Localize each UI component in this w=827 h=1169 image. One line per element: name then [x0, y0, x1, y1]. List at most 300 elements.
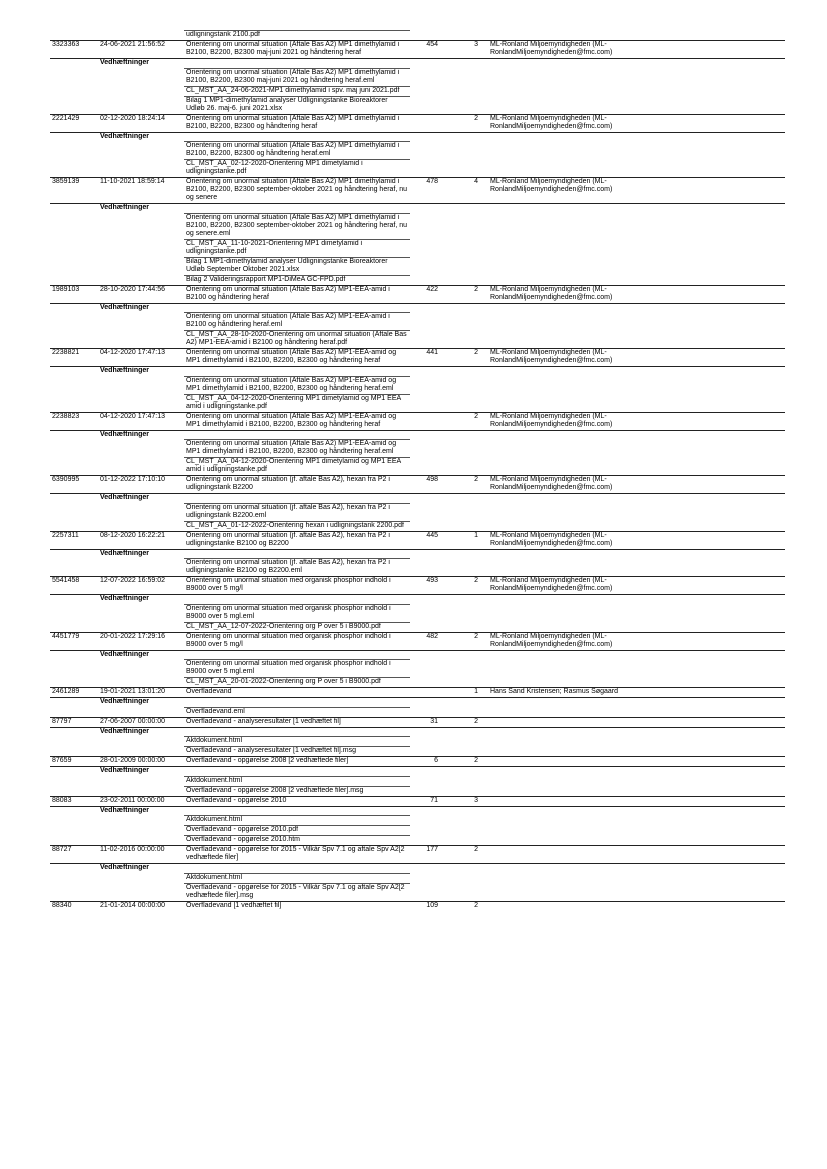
- empty-cell: [648, 776, 785, 786]
- attachment-row: [50, 376, 785, 394]
- empty-cell: [444, 204, 488, 214]
- record-count: 2: [444, 901, 488, 911]
- empty-cell: [488, 239, 648, 257]
- attachment-row: [50, 883, 785, 901]
- empty-cell: [648, 275, 785, 285]
- empty-cell: [184, 650, 410, 660]
- attachments-header-row: [50, 698, 785, 708]
- empty-cell: [488, 604, 648, 622]
- empty-cell: [98, 660, 184, 678]
- attachment-filename[interactable]: Overfladevand - opgørelse 2010.htm: [184, 836, 410, 846]
- empty-cell: [410, 707, 444, 717]
- empty-cell: [648, 31, 785, 41]
- record-title: Orientering om unormal situation (jf. aftale Bas A2), hexan fra P2 i udligningstank B2200: [184, 476, 410, 494]
- empty-cell: [488, 31, 648, 41]
- empty-cell: [410, 394, 444, 412]
- attachment-filename[interactable]: Orientering om unormal situation med organisk phosphor indhold i B9000 over 5 mgl.eml: [184, 604, 410, 622]
- record-number: 422: [410, 285, 444, 303]
- record-id: 2238821: [50, 349, 98, 367]
- empty-cell: [444, 595, 488, 605]
- record-date: 04-12-2020 17:47:13: [98, 412, 184, 430]
- attachment-row: [50, 503, 785, 521]
- record-number: 498: [410, 476, 444, 494]
- empty-cell: [50, 816, 98, 826]
- empty-cell: [648, 836, 785, 846]
- attachment-filename[interactable]: Orientering om unormal situation (Aftale Bas A2) MP1-EEA-amid i B2100 og håndtering heraf.eml: [184, 313, 410, 331]
- empty-cell: [648, 430, 785, 440]
- attachment-filename[interactable]: Orientering om unormal situation (Aftale Bas A2) MP1 dimethylamid i B2100, B2200, B2300 maj-juni 2021 og håndtering heraf.eml: [184, 68, 410, 86]
- empty-cell: [50, 213, 98, 239]
- record-count: 2: [444, 846, 488, 864]
- attachments-label: Vedhæftninger: [98, 698, 184, 708]
- empty-cell: [410, 204, 444, 214]
- record-row: [50, 114, 785, 132]
- empty-cell: [648, 59, 785, 69]
- empty-cell: [184, 494, 410, 504]
- record-count: 2: [444, 577, 488, 595]
- empty-cell: [444, 864, 488, 874]
- attachment-filename[interactable]: Aktdokument.html: [184, 816, 410, 826]
- empty-cell: [50, 303, 98, 313]
- empty-cell: [184, 698, 410, 708]
- empty-cell: [410, 622, 444, 632]
- record-contact: ML-Ronland Miljoemyndigheden (ML-RonlandMiljoemyndigheden@fmc.com): [488, 41, 648, 59]
- attachment-filename[interactable]: Bilag 1 MP1-dimethylamid analyser Udligningstanke Bioreaktorer Udløb 26. maj-6. juni 2021.xlsx: [184, 96, 410, 114]
- empty-cell: [648, 367, 785, 377]
- empty-cell: [488, 96, 648, 114]
- attachment-filename[interactable]: CL_MST_AA_04-12-2020-Orientering MP1 dimetylamid og MP1 EEA amid i udligningstanke.pdf: [184, 458, 410, 476]
- empty-cell: [444, 559, 488, 577]
- record-row: [50, 577, 785, 595]
- empty-cell: [184, 430, 410, 440]
- attachment-filename[interactable]: CL_MST_AA_12-07-2022-Orientering org P over 5 i B9000.pdf: [184, 622, 410, 632]
- attachment-row: [50, 86, 785, 96]
- attachment-row: [50, 747, 785, 757]
- empty-cell: [98, 331, 184, 349]
- attachment-row: [50, 707, 785, 717]
- empty-cell: [488, 213, 648, 239]
- attachment-row: [50, 559, 785, 577]
- record-id: 87659: [50, 757, 98, 767]
- record-id: 2238823: [50, 412, 98, 430]
- empty-cell: [410, 275, 444, 285]
- empty-cell: [488, 864, 648, 874]
- empty-cell: [488, 836, 648, 846]
- empty-cell: [50, 836, 98, 846]
- empty-cell: [50, 650, 98, 660]
- empty-cell: [444, 376, 488, 394]
- empty-cell: [98, 604, 184, 622]
- empty-cell: [50, 707, 98, 717]
- empty-cell: [488, 142, 648, 160]
- empty-cell: [488, 367, 648, 377]
- record-count: 2: [444, 349, 488, 367]
- record-date: 12-07-2022 16:59:02: [98, 577, 184, 595]
- journal-document: [50, 30, 785, 911]
- attachment-filename[interactable]: CL_MST_AA_02-12-2020-Orientering MP1 dimetylamid i udligningstanke.pdf: [184, 160, 410, 178]
- record-contact: ML-Ronland Miljoemyndigheden (ML-RonlandMiljoemyndigheden@fmc.com): [488, 476, 648, 494]
- empty-cell: [98, 160, 184, 178]
- attachment-filename[interactable]: Aktdokument.html: [184, 737, 410, 747]
- attachment-filename[interactable]: Overfladevand.eml: [184, 707, 410, 717]
- empty-cell: [444, 394, 488, 412]
- empty-cell: [648, 660, 785, 678]
- empty-cell: [444, 521, 488, 531]
- empty-cell: [488, 873, 648, 883]
- empty-cell: [488, 303, 648, 313]
- empty-cell: [648, 707, 785, 717]
- empty-cell: [648, 559, 785, 577]
- empty-cell: [410, 559, 444, 577]
- empty-cell: [410, 331, 444, 349]
- empty-cell: [98, 313, 184, 331]
- empty-cell: [444, 873, 488, 883]
- attachment-row: [50, 257, 785, 275]
- empty-cell: [50, 873, 98, 883]
- empty-cell: [50, 727, 98, 737]
- attachment-row: [50, 440, 785, 458]
- attachments-label: Vedhæftninger: [98, 595, 184, 605]
- empty-cell: [444, 31, 488, 41]
- record-date: 28-10-2020 17:44:56: [98, 285, 184, 303]
- attachment-row: [50, 239, 785, 257]
- empty-cell: [98, 737, 184, 747]
- empty-cell: [50, 204, 98, 214]
- empty-cell: [444, 331, 488, 349]
- attachments-label: Vedhæftninger: [98, 430, 184, 440]
- attachment-filename[interactable]: CL_MST_AA_01-12-2022-Orientering hexan i udligningstank 2200.pdf: [184, 521, 410, 531]
- empty-cell: [50, 160, 98, 178]
- record-number: 493: [410, 577, 444, 595]
- attachment-filename[interactable]: Aktdokument.html: [184, 776, 410, 786]
- record-date: 19-01-2021 13:01:20: [98, 688, 184, 698]
- empty-cell: [98, 257, 184, 275]
- attachments-header-row: [50, 806, 785, 816]
- empty-cell: [410, 767, 444, 777]
- empty-cell: [648, 873, 785, 883]
- attachment-filename[interactable]: CL_MST_AA_24-06-2021-MP1 dimethylamid i spv. maj juni 2021.pdf: [184, 86, 410, 96]
- record-title: Orientering om unormal situation med organisk phosphor indhold i B9000 over 5 mg/l: [184, 632, 410, 650]
- record-count: 3: [444, 41, 488, 59]
- record-number: 482: [410, 632, 444, 650]
- empty-cell: [648, 727, 785, 737]
- empty-cell: [50, 549, 98, 559]
- empty-cell: [98, 816, 184, 826]
- empty-cell: [98, 883, 184, 901]
- record-count: 2: [444, 412, 488, 430]
- empty-cell: [488, 521, 648, 531]
- empty-cell: [648, 577, 785, 595]
- empty-cell: [444, 160, 488, 178]
- empty-cell: [648, 883, 785, 901]
- empty-cell: [648, 864, 785, 874]
- empty-cell: [648, 846, 785, 864]
- empty-cell: [444, 68, 488, 86]
- attachment-filename[interactable]: Overfladevand - analyseresultater [1 vedhæftet fil].msg: [184, 747, 410, 757]
- empty-cell: [50, 275, 98, 285]
- empty-cell: [488, 275, 648, 285]
- empty-cell: [648, 650, 785, 660]
- empty-cell: [648, 313, 785, 331]
- attachment-row: [50, 68, 785, 86]
- empty-cell: [648, 349, 785, 367]
- empty-cell: [488, 313, 648, 331]
- attachment-filename[interactable]: Bilag 1 MP1-dimethylamid analyser Udligningstanke Bioreaktorer Udløb September Oktober 2021.xlsx: [184, 257, 410, 275]
- empty-cell: [98, 707, 184, 717]
- empty-cell: [50, 142, 98, 160]
- attachment-row: [50, 160, 785, 178]
- empty-cell: [410, 313, 444, 331]
- empty-cell: [444, 458, 488, 476]
- record-row: [50, 531, 785, 549]
- empty-cell: [444, 313, 488, 331]
- empty-cell: [648, 767, 785, 777]
- empty-cell: [50, 96, 98, 114]
- empty-cell: [410, 458, 444, 476]
- empty-cell: [98, 786, 184, 796]
- empty-cell: [488, 595, 648, 605]
- empty-cell: [488, 767, 648, 777]
- empty-cell: [50, 622, 98, 632]
- attachment-filename[interactable]: udligningstank 2100.pdf: [184, 31, 410, 41]
- empty-cell: [410, 430, 444, 440]
- empty-cell: [410, 826, 444, 836]
- record-date: 21-01-2014 00:00:00: [98, 901, 184, 911]
- empty-cell: [648, 68, 785, 86]
- records-table: [50, 30, 785, 911]
- empty-cell: [50, 604, 98, 622]
- empty-cell: [50, 394, 98, 412]
- empty-cell: [444, 440, 488, 458]
- attachment-filename[interactable]: Orientering om unormal situation med organisk phosphor indhold i B9000 over 5 mgl.eml: [184, 660, 410, 678]
- empty-cell: [50, 660, 98, 678]
- attachment-row: [50, 786, 785, 796]
- empty-cell: [410, 604, 444, 622]
- empty-cell: [444, 737, 488, 747]
- record-count: 3: [444, 796, 488, 806]
- attachments-label: Vedhæftninger: [98, 727, 184, 737]
- attachment-filename[interactable]: Aktdokument.html: [184, 873, 410, 883]
- record-row: [50, 476, 785, 494]
- empty-cell: [410, 68, 444, 86]
- empty-cell: [648, 376, 785, 394]
- record-row: [50, 757, 785, 767]
- empty-cell: [488, 494, 648, 504]
- attachment-filename[interactable]: Bilag 2 Valideringsrapport MP1-DiMeA GC-FPD.pdf: [184, 275, 410, 285]
- attachment-filename[interactable]: CL_MST_AA_11-10-2021-Orientering MP1 dimetylamid i udligningstanke.pdf: [184, 239, 410, 257]
- empty-cell: [410, 376, 444, 394]
- empty-cell: [648, 698, 785, 708]
- empty-cell: [488, 559, 648, 577]
- attachment-row: [50, 816, 785, 826]
- empty-cell: [444, 96, 488, 114]
- attachment-row: [50, 737, 785, 747]
- attachment-row: [50, 826, 785, 836]
- empty-cell: [98, 503, 184, 521]
- empty-cell: [184, 595, 410, 605]
- empty-cell: [184, 59, 410, 69]
- record-title: Overfladevand - analyseresultater [1 vedhæftet fil]: [184, 717, 410, 727]
- record-number: [410, 114, 444, 132]
- empty-cell: [648, 747, 785, 757]
- empty-cell: [50, 559, 98, 577]
- empty-cell: [648, 806, 785, 816]
- record-date: 02-12-2020 18:24:14: [98, 114, 184, 132]
- empty-cell: [648, 816, 785, 826]
- attachment-filename[interactable]: Overfladevand - opgørelse 2008 [2 vedhæftede filer].msg: [184, 786, 410, 796]
- empty-cell: [184, 303, 410, 313]
- empty-cell: [410, 836, 444, 846]
- record-contact: [488, 796, 648, 806]
- empty-cell: [410, 776, 444, 786]
- empty-cell: [488, 660, 648, 678]
- empty-cell: [648, 632, 785, 650]
- empty-cell: [444, 698, 488, 708]
- record-date: 20-01-2022 17:29:16: [98, 632, 184, 650]
- empty-cell: [648, 531, 785, 549]
- empty-cell: [444, 132, 488, 142]
- empty-cell: [488, 376, 648, 394]
- empty-cell: [50, 737, 98, 747]
- attachment-filename[interactable]: Orientering om unormal situation (Aftale Bas A2) MP1 dimethylamid i B2100, B2200, B2300 og håndtering heraf.eml: [184, 142, 410, 160]
- attachment-filename[interactable]: Orientering om unormal situation (Aftale Bas A2) MP1-EEA-amid og MP1 dimethylamid i B2100, B2200, B2300 og håndtering heraf.eml: [184, 376, 410, 394]
- attachment-row: [50, 31, 785, 41]
- empty-cell: [50, 458, 98, 476]
- attachments-header-row: [50, 864, 785, 874]
- empty-cell: [444, 826, 488, 836]
- empty-cell: [98, 776, 184, 786]
- record-row: [50, 178, 785, 204]
- record-row: [50, 412, 785, 430]
- record-contact: [488, 757, 648, 767]
- record-id: 5541458: [50, 577, 98, 595]
- record-date: 28-01-2009 00:00:00: [98, 757, 184, 767]
- empty-cell: [648, 257, 785, 275]
- empty-cell: [98, 622, 184, 632]
- empty-cell: [98, 873, 184, 883]
- empty-cell: [648, 521, 785, 531]
- empty-cell: [648, 688, 785, 698]
- attachments-header-row: [50, 650, 785, 660]
- attachment-filename[interactable]: Overfladevand - opgørelse 2010.pdf: [184, 826, 410, 836]
- record-contact: ML-Ronland Miljoemyndigheden (ML-RonlandMiljoemyndigheden@fmc.com): [488, 114, 648, 132]
- empty-cell: [648, 826, 785, 836]
- empty-cell: [444, 660, 488, 678]
- attachment-filename[interactable]: Overfladevand - opgørelse for 2015 - Vilkår Spv 7.1 og aftale Spv A2[2 vedhæftede filer].msg: [184, 883, 410, 901]
- record-id: 2461289: [50, 688, 98, 698]
- attachment-filename[interactable]: CL_MST_AA_28-10-2020-Orientering om unormal situation (Aftale Bas A2) MP1-EEA-amid i B2100 og håndtering heraf.pdf: [184, 331, 410, 349]
- attachment-row: [50, 275, 785, 285]
- record-date: 08-12-2020 16:22:21: [98, 531, 184, 549]
- empty-cell: [488, 430, 648, 440]
- empty-cell: [98, 747, 184, 757]
- empty-cell: [410, 132, 444, 142]
- empty-cell: [488, 806, 648, 816]
- attachments-label: Vedhæftninger: [98, 204, 184, 214]
- record-id: 4451779: [50, 632, 98, 650]
- empty-cell: [488, 86, 648, 96]
- attachments-label: Vedhæftninger: [98, 303, 184, 313]
- attachment-filename[interactable]: Orientering om unormal situation (jf. aftale Bas A2), hexan fra P2 i udligningstanke B2100 og B2200.eml: [184, 559, 410, 577]
- empty-cell: [488, 816, 648, 826]
- attachment-filename[interactable]: CL_MST_AA_20-01-2022-Orientering org P over 5 i B9000.pdf: [184, 678, 410, 688]
- empty-cell: [410, 864, 444, 874]
- empty-cell: [98, 836, 184, 846]
- empty-cell: [410, 678, 444, 688]
- empty-cell: [648, 678, 785, 688]
- empty-cell: [444, 367, 488, 377]
- empty-cell: [648, 476, 785, 494]
- attachment-filename[interactable]: Orientering om unormal situation (Aftale Bas A2) MP1 dimethylamid i B2100, B2200, B2300 september-oktober 2021 og håndtering heraf, nu og senere.eml: [184, 213, 410, 239]
- empty-cell: [488, 68, 648, 86]
- empty-cell: [444, 747, 488, 757]
- empty-cell: [410, 698, 444, 708]
- empty-cell: [648, 595, 785, 605]
- empty-cell: [488, 826, 648, 836]
- record-number: 71: [410, 796, 444, 806]
- empty-cell: [648, 160, 785, 178]
- empty-cell: [488, 650, 648, 660]
- record-number: [410, 412, 444, 430]
- record-row: [50, 632, 785, 650]
- empty-cell: [444, 239, 488, 257]
- record-id: 88340: [50, 901, 98, 911]
- empty-cell: [488, 458, 648, 476]
- attachment-row: [50, 836, 785, 846]
- empty-cell: [444, 650, 488, 660]
- attachment-row: [50, 142, 785, 160]
- record-row: [50, 285, 785, 303]
- attachment-filename[interactable]: Orientering om unormal situation (jf. aftale Bas A2), hexan fra P2 i udligningstank B2200.eml: [184, 503, 410, 521]
- record-id: 2221429: [50, 114, 98, 132]
- empty-cell: [648, 549, 785, 559]
- empty-cell: [648, 114, 785, 132]
- empty-cell: [648, 285, 785, 303]
- attachments-label: Vedhæftninger: [98, 494, 184, 504]
- empty-cell: [50, 331, 98, 349]
- empty-cell: [488, 786, 648, 796]
- record-title: Overfladevand - opgørelse 2010: [184, 796, 410, 806]
- empty-cell: [50, 595, 98, 605]
- empty-cell: [98, 376, 184, 394]
- record-date: 01-12-2022 17:10:10: [98, 476, 184, 494]
- attachments-header-row: [50, 59, 785, 69]
- empty-cell: [444, 604, 488, 622]
- empty-cell: [648, 178, 785, 204]
- empty-cell: [98, 142, 184, 160]
- attachment-filename[interactable]: Orientering om unormal situation (Aftale Bas A2) MP1-EEA-amid og MP1 dimethylamid i B2100, B2200, B2300 og håndtering heraf.eml: [184, 440, 410, 458]
- record-count: 1: [444, 531, 488, 549]
- empty-cell: [648, 142, 785, 160]
- record-count: 2: [444, 114, 488, 132]
- empty-cell: [50, 239, 98, 257]
- attachments-label: Vedhæftninger: [98, 367, 184, 377]
- empty-cell: [488, 440, 648, 458]
- record-id: 88083: [50, 796, 98, 806]
- attachments-label: Vedhæftninger: [98, 650, 184, 660]
- empty-cell: [444, 678, 488, 688]
- attachment-filename[interactable]: CL_MST_AA_04-12-2020-Orientering MP1 dimetylamid og MP1 EEA amid i udligningstanke.pdf: [184, 394, 410, 412]
- empty-cell: [648, 132, 785, 142]
- empty-cell: [50, 59, 98, 69]
- record-contact: ML-Ronland Miljoemyndigheden (ML-RonlandMiljoemyndigheden@fmc.com): [488, 577, 648, 595]
- empty-cell: [410, 257, 444, 275]
- record-row: [50, 717, 785, 727]
- empty-cell: [488, 883, 648, 901]
- record-count: 2: [444, 285, 488, 303]
- record-contact: Hans Sand Kristensen; Rasmus Søgaard: [488, 688, 648, 698]
- record-contact: [488, 717, 648, 727]
